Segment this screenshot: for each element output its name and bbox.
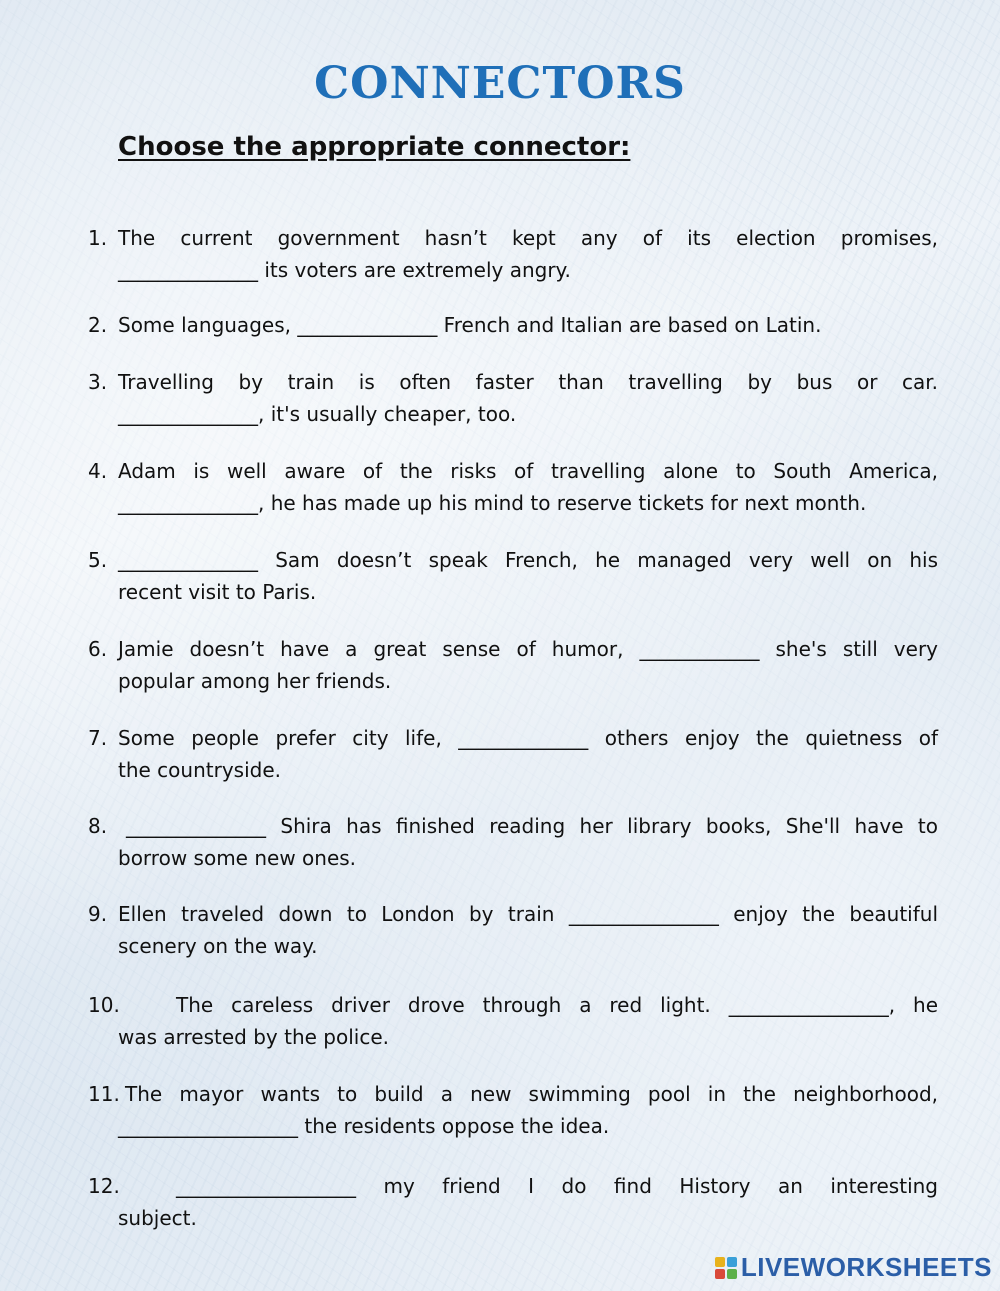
question-number: 6.	[88, 637, 108, 661]
question-text-line[interactable]: Jamie doesn’t have a great sense of humor, ____________ she's still very	[118, 637, 938, 661]
question-11	[88, 1078, 938, 1142]
question-text-line: recent visit to Paris.	[118, 580, 317, 604]
question-number: 10.	[88, 993, 120, 1017]
worksheet-title: CONNECTORS	[314, 58, 686, 109]
question-5	[88, 544, 938, 608]
question-number: 2.	[88, 313, 108, 337]
question-7	[88, 722, 938, 786]
question-text-line[interactable]: Some people prefer city life, _____________ others enjoy the quietness of	[118, 726, 938, 750]
question-number: 1.	[88, 226, 108, 250]
question-text-line[interactable]: ______________, he has made up his mind to reserve tickets for next month.	[118, 491, 867, 515]
brand-name: LIVEWORKSHEETS	[740, 1252, 992, 1282]
question-text-line: borrow some new ones.	[118, 846, 357, 870]
question-text-line[interactable]: ______________ Sam doesn’t speak French, he managed very well on his	[118, 548, 938, 572]
question-4	[88, 455, 938, 519]
question-text-line: popular among her friends.	[118, 669, 392, 693]
question-text-line: was arrested by the police.	[118, 1025, 389, 1049]
liveworksheets-logo-icon	[715, 1257, 737, 1279]
question-text-line: subject.	[118, 1206, 197, 1230]
question-text-line[interactable]: ______________ its voters are extremely angry.	[118, 258, 571, 282]
question-text-line: the countryside.	[118, 758, 281, 782]
question-text-line[interactable]: __________________ my friend I do find History an interesting	[176, 1174, 938, 1198]
question-number: 5.	[88, 548, 108, 572]
question-number: 3.	[88, 370, 108, 394]
question-8	[88, 810, 938, 874]
question-12	[88, 1170, 938, 1234]
question-text-line: Adam is well aware of the risks of travelling alone to South America,	[118, 459, 938, 483]
question-text-line: The current government hasn’t kept any of its election promises,	[118, 226, 938, 250]
question-6	[88, 633, 938, 697]
question-text-line: The mayor wants to build a new swimming pool in the neighborhood,	[125, 1082, 938, 1106]
liveworksheets-brand[interactable]	[715, 1252, 992, 1283]
question-text-line: Travelling by train is often faster than travelling by bus or car.	[118, 370, 938, 394]
question-text-line[interactable]: The careless driver drove through a red light. ________________, he	[176, 993, 938, 1017]
question-10	[88, 989, 938, 1053]
question-text-line[interactable]: __________________ the residents oppose the idea.	[118, 1114, 610, 1138]
question-number: 12.	[88, 1174, 120, 1198]
question-number: 8.	[88, 814, 108, 838]
question-text-line[interactable]: Ellen traveled down to London by train _______________ enjoy the beautiful	[118, 902, 938, 926]
question-3	[88, 366, 938, 430]
question-number: 7.	[88, 726, 108, 750]
question-text-line[interactable]: Some languages, ______________ French and Italian are based on Latin.	[118, 313, 822, 337]
question-number: 9.	[88, 902, 108, 926]
question-text-line[interactable]: ______________, it's usually cheaper, too.	[118, 402, 517, 426]
question-2	[88, 309, 938, 341]
question-9	[88, 898, 938, 962]
question-text-line: scenery on the way.	[118, 934, 318, 958]
instruction-heading: Choose the appropriate connector:	[118, 132, 631, 162]
question-text-line[interactable]: ______________ Shira has finished reading her library books, She'll have to	[126, 814, 938, 838]
question-1	[88, 222, 938, 286]
question-number: 4.	[88, 459, 108, 483]
question-number: 11.	[88, 1082, 120, 1106]
